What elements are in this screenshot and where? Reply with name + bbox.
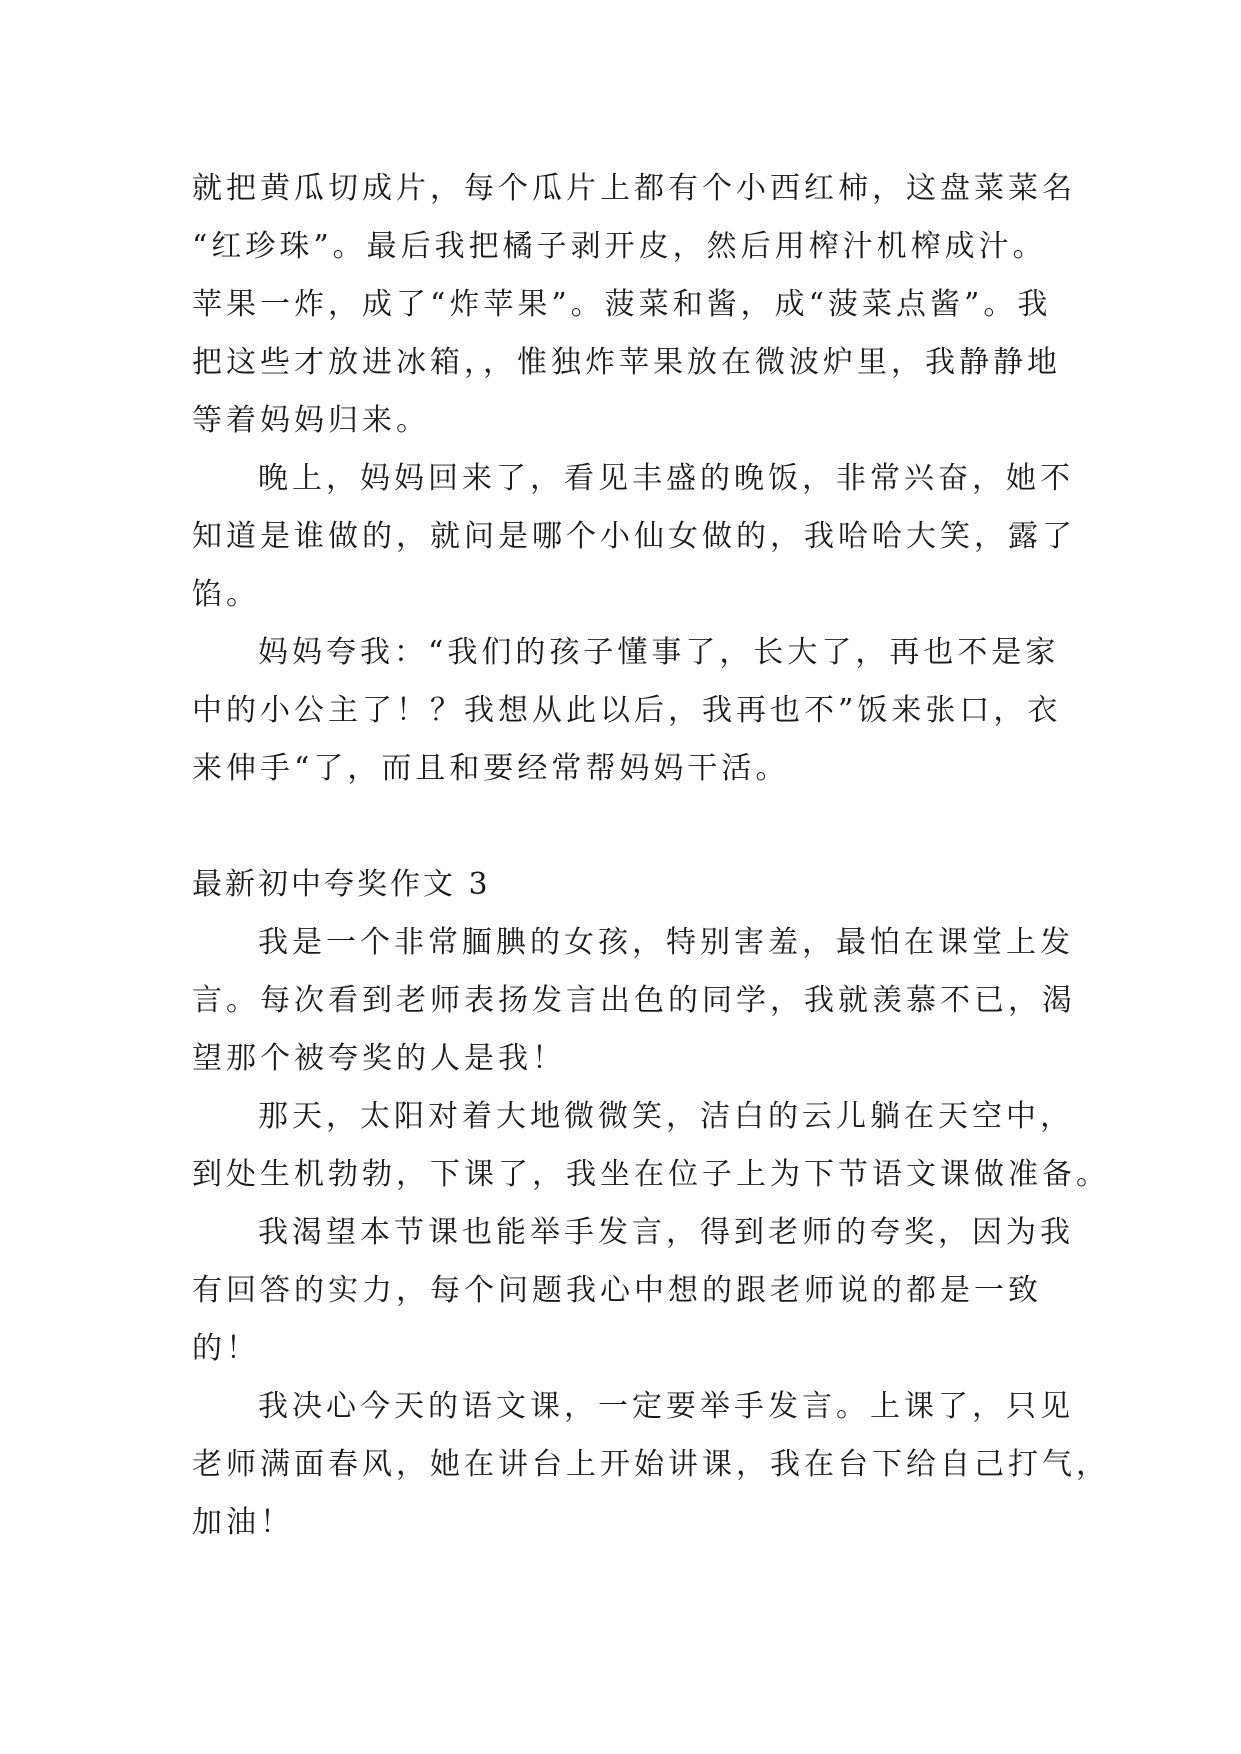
document-body [192,160,1110,1552]
text-line: 知道是谁做的，就问是哪个小仙女做的，我哈哈大笑，露了 [192,519,1076,554]
paragraph-praise [192,624,1062,798]
text-line: 望那个被夸奖的人是我！ [192,1041,566,1076]
paragraph-cooking [192,160,1076,450]
text-line: 有回答的实力，每个问题我心中想的跟老师说的都是一致 [192,1273,1042,1308]
paragraph-evening [192,450,1076,624]
section-heading: 最新初中夸奖作文 3 [192,867,491,902]
text-line: 加油！ [192,1505,294,1540]
section-spacer [192,798,1054,856]
text-line: 到处生机勃勃，下课了，我坐在位子上为下节语文课做准备。 [192,1157,1110,1192]
text-line: 我是一个非常腼腆的女孩，特别害羞，最怕在课堂上发 [258,925,1074,960]
text-line: 来伸手“了，而且和要经常帮妈妈干活。 [192,751,790,786]
text-line: 妈妈夸我：“我们的孩子懂事了，长大了，再也不是家 [258,635,1060,670]
text-line: 等着妈妈归来。 [192,403,430,438]
paragraph-that-day [192,1088,1110,1204]
text-line: 把这些才放进冰箱，，惟独炸苹果放在微波炉里，我静静地 [192,345,1061,380]
text-line: 就把黄瓜切成片，每个瓜片上都有个小西红柿，这盘菜菜名 [192,171,1076,206]
text-line: “红珍珠”。最后我把橘子剥开皮，然后用榨汁机榨成汁。 [192,229,1047,264]
paragraph-resolve [192,1378,1110,1552]
text-line: 苹果一炸，成了“炸苹果”。菠菜和酱，成“菠菜点酱”。我 [192,287,1052,322]
paragraph-desire [192,1204,1074,1378]
text-line: 言。每次看到老师表扬发言出色的同学，我就羡慕不已，渴 [192,983,1076,1018]
text-line: 我决心今天的语文课，一定要举手发言。上课了，只见 [258,1389,1074,1424]
text-line: 晚上，妈妈回来了，看见丰盛的晚饭，非常兴奋，她不 [258,461,1074,496]
text-line: 中的小公主了！？我想从此以后，我再也不”饭来张口，衣 [192,693,1062,728]
text-line: 我渴望本节课也能举手发言，得到老师的夸奖，因为我 [258,1215,1074,1250]
text-line: 的！ [192,1331,260,1366]
text-line: 老师满面春风，她在讲台上开始讲课，我在台下给自己打气， [192,1447,1110,1482]
text-line: 馅。 [192,577,260,612]
paragraph-shy-girl [192,914,1076,1088]
text-line: 那天，太阳对着大地微微笑，洁白的云儿躺在天空中， [258,1099,1074,1134]
